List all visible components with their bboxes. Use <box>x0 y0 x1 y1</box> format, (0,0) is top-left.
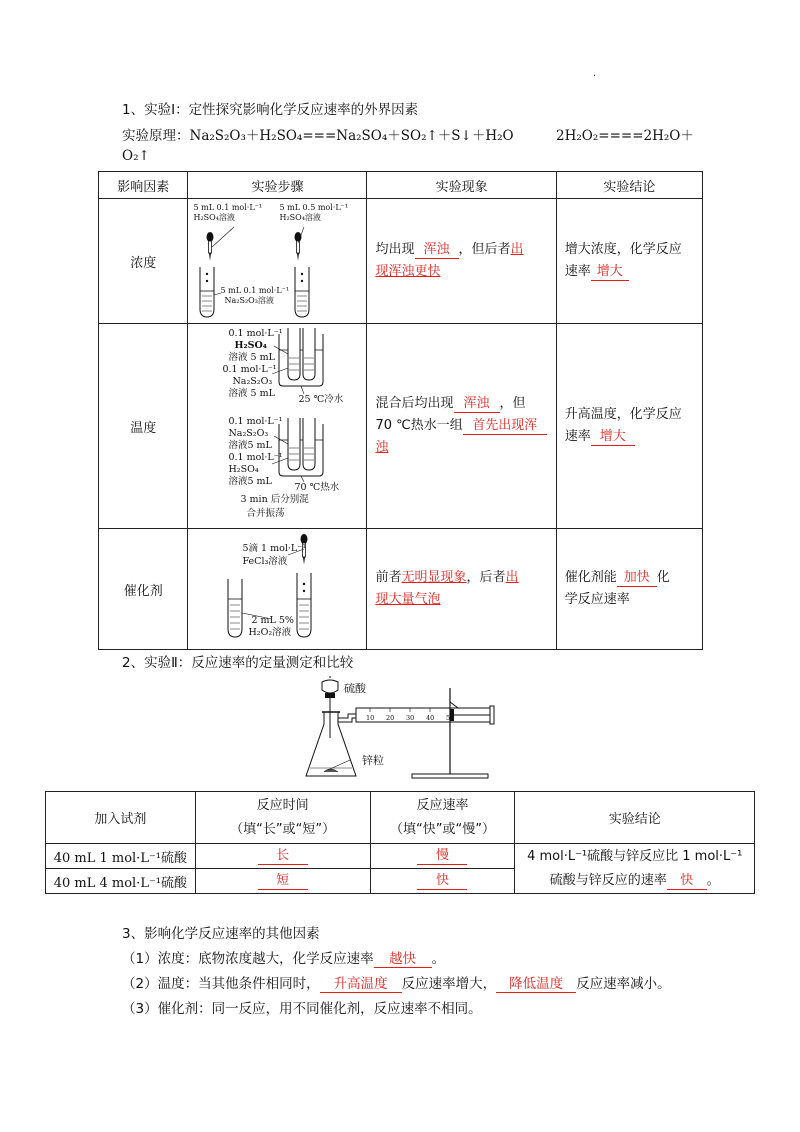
section2-title: 2、实验Ⅱ：反应速率的定量测定和比较 <box>122 655 354 671</box>
answer-blank: 浑浊 <box>415 242 459 259</box>
phenomenon-cell: 前者无明显现象，后者出 现大量气泡 <box>367 529 556 650</box>
table-row <box>99 324 703 529</box>
figure-label: 0.1 mol·L⁻¹ <box>222 364 277 375</box>
principle-eq2-cont: O₂↑ <box>122 148 150 164</box>
principle-line <box>122 124 514 144</box>
figure-label: H₂O₂溶液 <box>248 627 292 638</box>
figure-label: H₂SO₄ <box>228 464 259 475</box>
separatory-funnel-icon <box>322 676 338 738</box>
tick-label: 40 <box>426 714 435 722</box>
figure-label: 溶液5 mL <box>228 440 272 451</box>
test-tube-icon <box>297 573 311 637</box>
factor-cell: 浓度 <box>99 199 188 324</box>
syringe-icon <box>356 706 494 724</box>
time-cell <box>195 844 370 869</box>
section3-title: 3、影响化学反应速率的其他因素 <box>122 926 320 942</box>
answer-blank: 慢 <box>417 848 467 865</box>
figure-label: 0.1 mol·L⁻¹ <box>228 452 283 463</box>
test-tube-icon <box>200 267 214 317</box>
beaker-icon <box>279 418 323 476</box>
answer-blank: 长 <box>258 848 308 865</box>
tick-label: 20 <box>386 714 395 722</box>
phenomenon-cell: 混合后均出现 浑浊 ，但 70 ℃热水一组 首先出现浑 浊 <box>367 324 556 529</box>
figure-label: H₂SO₄ <box>234 340 267 351</box>
principle-label: 实验原理： <box>122 128 190 144</box>
time-cell <box>195 869 370 894</box>
section1-title: 1、实验Ⅰ：定性探究影响化学反应速率的外界因素 <box>122 102 419 118</box>
figure-label: 5 mL 0.1 mol·L⁻¹ <box>193 203 263 212</box>
steps-figure-temperature <box>188 324 367 529</box>
figure-label: Na₂S₂O₃溶液 <box>224 296 274 305</box>
apparatus-figure <box>300 676 500 782</box>
figure-label: FeCl₃溶液 <box>242 556 288 567</box>
answer-blank: 增大 <box>591 264 629 281</box>
figure-label: 合并振荡 <box>246 508 285 519</box>
header-time: 反应时间 （填“长”或“短”） <box>195 792 370 844</box>
table-row <box>46 844 755 869</box>
figure-label: 0.1 mol·L⁻¹ <box>228 416 283 427</box>
header-conclusion: 实验结论 <box>556 172 702 199</box>
answer-blank: 无明显现象 <box>401 570 467 585</box>
tick-label: 30 <box>406 714 415 722</box>
reagent-cell: 40 mL 1 mol·L⁻¹硫酸 <box>46 844 196 869</box>
rate-cell <box>370 844 515 869</box>
factor-cell: 催化剂 <box>99 529 188 650</box>
header-factor: 影响因素 <box>99 172 188 199</box>
zinc-label: 锌粒 <box>362 754 384 767</box>
header-phenomenon: 实验现象 <box>367 172 556 199</box>
table-header-row <box>46 792 755 844</box>
answer-blank: 出 <box>510 242 524 257</box>
header-reagent: 加入试剂 <box>46 792 196 844</box>
figure-label: 0.1 mol·L⁻¹ <box>228 328 283 339</box>
phenomenon-cell: 均出现 浑浊 ，但后者出 现浑浊更快 <box>367 199 556 324</box>
ring-stand-icon <box>412 688 488 778</box>
tick-label: 10 <box>366 714 375 722</box>
answer-blank: 降低温度 <box>496 976 576 993</box>
figure-label: H₂SO₄溶液 <box>193 213 235 222</box>
figure-label: 5 mL 0.1 mol·L⁻¹ <box>220 286 290 295</box>
figure-label: Na₂S₂O₃ <box>232 376 273 387</box>
header-steps: 实验步骤 <box>188 172 367 199</box>
test-tube-icon <box>295 267 309 317</box>
header-conclusion: 实验结论 <box>515 792 755 844</box>
answer-blank: 浑浊 <box>454 396 500 413</box>
table-row <box>99 199 703 324</box>
table-row <box>99 529 703 650</box>
rate-cell <box>370 869 515 894</box>
figure-label: 溶液5 mL <box>228 476 272 487</box>
corner-mark: . <box>593 68 597 79</box>
principle-eq1: Na₂S₂O₃＋H₂SO₄===Na₂SO₄＋SO₂↑＋S↓＋H₂O <box>189 128 514 144</box>
figure-label: 2 mL 5% <box>251 615 294 626</box>
conclusion-cell: 催化剂能 加快 化 学反应速率 <box>556 529 702 650</box>
figure-label: 25 ℃冷水 <box>298 394 344 405</box>
figure-label: 5滴 1 mol·L⁻¹ <box>242 543 307 554</box>
conclusion-cell: 增大浓度，化学反应 速率 增大 <box>556 199 702 324</box>
acid-label: 硫酸 <box>344 682 366 695</box>
section3-item: （1）浓度：底物浓度越大，化学反应速率 越快 。 <box>122 951 446 967</box>
answer-blank: 越快 <box>374 951 432 968</box>
answer-blank: 现大量气泡 <box>375 592 441 607</box>
table-experiment-2 <box>45 791 755 894</box>
figure-label: 3 min 后分别混 <box>240 494 309 505</box>
figure-label: 溶液 5 mL <box>228 388 275 399</box>
answer-blank: 增大 <box>591 429 635 446</box>
figure-label: Na₂S₂O₃ <box>228 428 269 439</box>
figure-label: 70 ℃热水 <box>294 482 340 493</box>
test-tube-icon <box>228 579 242 637</box>
factor-cell: 温度 <box>99 324 188 529</box>
figure-label: H₂SO₄溶液 <box>279 213 321 222</box>
conclusion-cell: 升高温度，化学反应 速率 增大 <box>556 324 702 529</box>
section3-item: （2）温度：当其他条件相同时， 升高温度 反应速率增大， 降低温度 反应速率减小。 <box>122 976 671 992</box>
conclusion-cell: 4 mol·L⁻¹硫酸与锌反应比 1 mol·L⁻¹ 硫酸与锌反应的速率 快 。 <box>515 844 755 894</box>
steps-figure-concentration <box>188 199 367 324</box>
section3-item: （3）催化剂：同一反应，用不同催化剂，反应速率不相同。 <box>122 1001 482 1017</box>
answer-blank: 快 <box>667 873 707 890</box>
answer-blank: 浊 <box>375 440 389 455</box>
reagent-cell: 40 mL 4 mol·L⁻¹硫酸 <box>46 869 196 894</box>
table-experiment-1 <box>98 171 703 650</box>
answer-blank: 现浑浊更快 <box>375 264 441 279</box>
tick-label: 50 <box>446 714 455 722</box>
answer-blank: 加快 <box>617 570 657 587</box>
answer-blank: 升高温度 <box>320 976 402 993</box>
steps-figure-catalyst <box>188 529 367 650</box>
answer-blank: 首先出现浑 <box>463 418 547 435</box>
answer-blank: 出 <box>505 570 519 585</box>
figure-label: 5 mL 0.5 mol·L⁻¹ <box>279 203 349 212</box>
principle-eq2: 2H₂O₂====2H₂O＋ <box>556 128 694 144</box>
figure-label: 溶液 5 mL <box>228 352 275 363</box>
answer-blank: 短 <box>258 873 308 890</box>
table-header-row <box>99 172 703 199</box>
answer-blank: 快 <box>417 873 467 890</box>
apparatus-drawing <box>300 676 500 782</box>
beaker-icon <box>279 328 323 386</box>
header-rate: 反应速率 （填“快”或“慢”） <box>370 792 515 844</box>
